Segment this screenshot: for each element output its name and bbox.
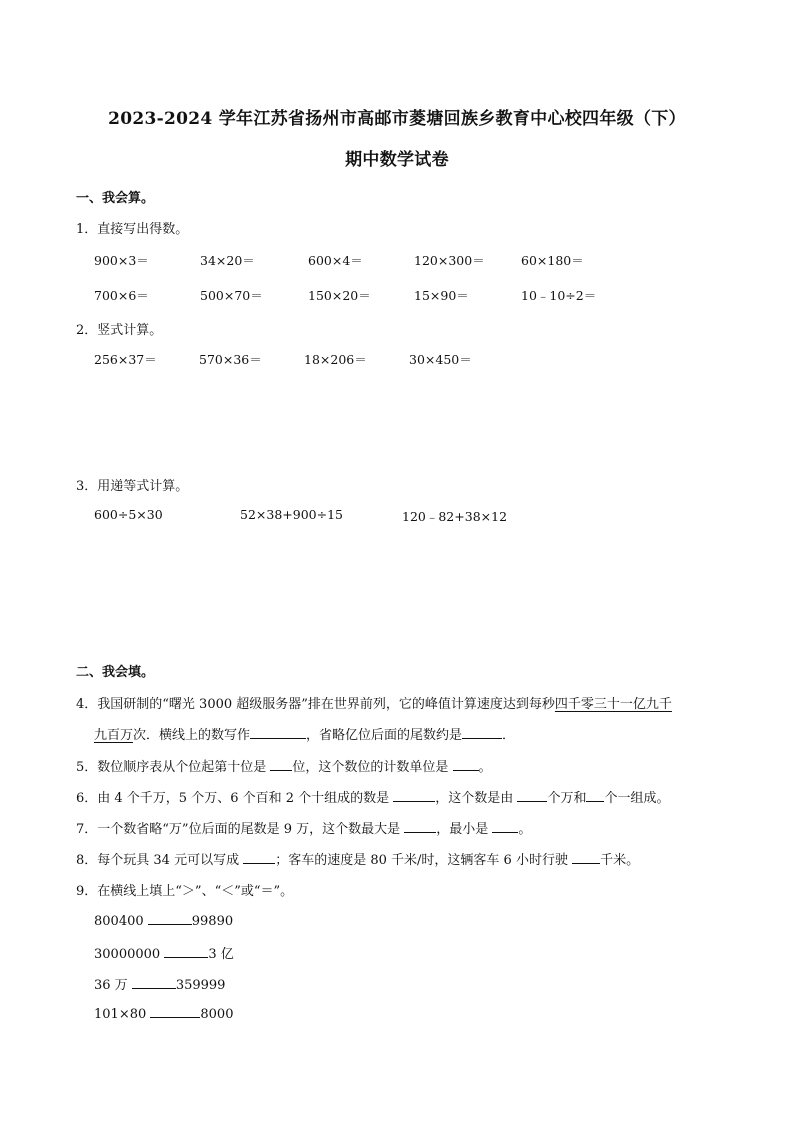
answer-blank[interactable] (453, 758, 479, 771)
q6-text-part: 个万和 (547, 791, 587, 806)
section2-heading: 二、我会填。 (76, 665, 155, 680)
q1-row2-expr: 15×90＝ (414, 288, 469, 303)
answer-blank[interactable] (462, 726, 502, 739)
q5-text (76, 756, 492, 775)
q6-text (76, 787, 669, 806)
q1-row1-expr: 600×4＝ (308, 253, 363, 268)
q2-label: 2．竖式计算。 (76, 323, 163, 338)
q4-text-line1 (76, 693, 672, 712)
q9-left-value: 30000000 (94, 947, 165, 962)
q9-compare-row (94, 1005, 233, 1022)
q9-compare-row (94, 912, 233, 929)
q8-text (76, 849, 639, 868)
q9-right-value: 8000 (200, 1007, 234, 1022)
q8-text-part: ；客车的速度是 80 千米/时，这辆客车 6 小时行驶 (275, 853, 573, 868)
q7-text-part: 。 (518, 822, 532, 837)
q8-text-part: 8．每个玩具 34 元可以写成 (76, 853, 244, 868)
q8-text-part: 千米。 (600, 853, 640, 868)
q1-row1-expr: 900×3＝ (94, 253, 149, 268)
q4-text: ，省略亿位后面的尾数约是 (306, 728, 463, 743)
q4-underlined-number: 九百万 (94, 728, 134, 743)
answer-blank[interactable] (393, 789, 435, 802)
answer-blank[interactable] (270, 758, 292, 771)
answer-blank[interactable] (572, 851, 600, 864)
q6-text-part: ，这个数是由 (435, 791, 518, 806)
q9-label: 9．在横线上填上“＞”、“＜”或“＝”。 (76, 884, 294, 899)
q1-label: 1．直接写出得数。 (76, 222, 189, 237)
q3-expr: 600÷5×30 (94, 507, 163, 522)
q4-underlined-number: 四千零三十一亿九千 (554, 697, 672, 712)
q9-left-value: 36 万 (94, 978, 132, 993)
q3-expr: 52×38+900÷15 (240, 507, 343, 522)
q1-row1-expr: 34×20＝ (200, 253, 255, 268)
q2-expr: 256×37＝ (94, 352, 157, 367)
q7-text (76, 818, 531, 837)
q9-right-value: 3 亿 (208, 947, 234, 962)
section1-heading: 一、我会算。 (76, 191, 155, 206)
q4-text: 4．我国研制的“曙光 3000 超级服务器”排在世界前列，它的峰值计算速度达到每秒 (76, 697, 555, 712)
q9-compare-row (94, 974, 225, 993)
answer-blank[interactable] (132, 976, 176, 989)
q4-text-line2 (94, 724, 515, 743)
q1-row1-expr: 120×300＝ (414, 253, 485, 268)
q3-expr: 120﹣82+38×12 (402, 509, 508, 524)
q1-row1-expr: 60×180＝ (521, 253, 584, 268)
q1-row2-expr: 10﹣10÷2＝ (521, 288, 597, 303)
q2-expr: 18×206＝ (304, 352, 367, 367)
q9-right-value: 99890 (191, 914, 234, 929)
exam-title-line2: 期中数学试卷 (345, 150, 449, 170)
answer-blank[interactable] (492, 820, 518, 833)
q9-right-value: 359999 (175, 978, 226, 993)
q2-expr: 30×450＝ (409, 352, 472, 367)
q4-text: ． (502, 728, 516, 743)
q9-compare-row (94, 943, 234, 962)
q5-text-part: 位，这个数位的计数单位是 (292, 760, 453, 775)
answer-blank[interactable] (586, 789, 604, 802)
answer-blank[interactable] (150, 1005, 200, 1018)
answer-blank[interactable] (250, 726, 306, 739)
q6-text-part: 6．由 4 个千万，5 个万、6 个百和 2 个十组成的数是 (76, 791, 394, 806)
q4-text: 次．横线上的数写作 (133, 728, 251, 743)
q6-text-part: 个一组成。 (604, 791, 670, 806)
q1-row2-expr: 700×6＝ (94, 288, 149, 303)
answer-blank[interactable] (517, 789, 547, 802)
q5-text-part: 5．数位顺序表从个位起第十位是 (76, 760, 271, 775)
answer-blank[interactable] (164, 945, 208, 958)
q3-label: 3．用递等式计算。 (76, 479, 189, 494)
q1-row2-expr: 150×20＝ (308, 288, 371, 303)
answer-blank[interactable] (243, 851, 275, 864)
q9-left-value: 800400 (94, 914, 148, 929)
exam-title-line1: 2023-2024 学年江苏省扬州市高邮市菱塘回族乡教育中心校四年级（下） (108, 109, 686, 129)
q7-text-part: ，最小是 (436, 822, 493, 837)
answer-blank[interactable] (404, 820, 436, 833)
q9-left-value: 101×80 (94, 1007, 151, 1022)
q7-text-part: 7．一个数省略“万”位后面的尾数是 9 万，这个数最大是 (76, 822, 405, 837)
q1-row2-expr: 500×70＝ (200, 288, 263, 303)
q2-expr: 570×36＝ (199, 352, 262, 367)
answer-blank[interactable] (148, 912, 192, 925)
q5-text-part: 。 (478, 760, 492, 775)
